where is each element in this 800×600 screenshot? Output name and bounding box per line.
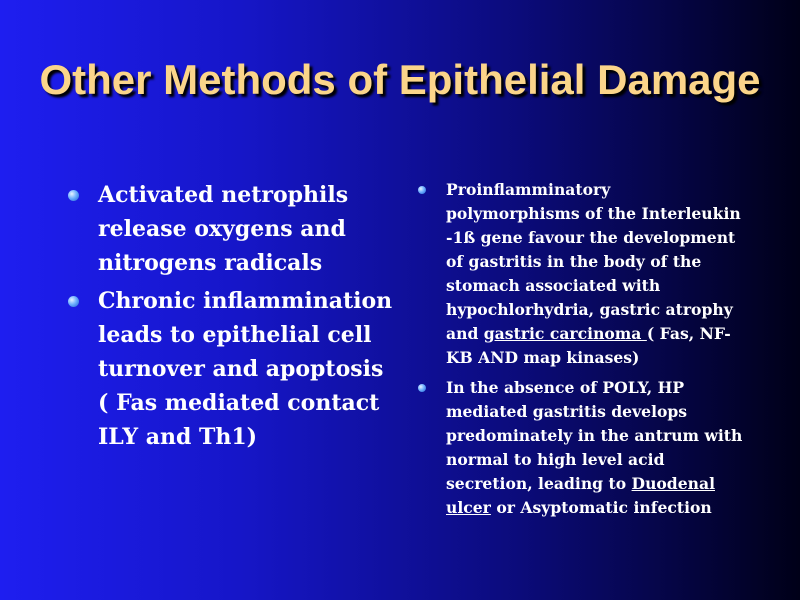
left-bullet-list — [68, 178, 398, 454]
bullet-icon — [418, 186, 426, 194]
left-bullet-item — [68, 178, 398, 280]
right-bullet-list — [418, 178, 748, 520]
slide-title: Other Methods of Epithelial Damage — [39, 56, 761, 103]
bullet-icon — [68, 190, 79, 201]
bullet-icon — [418, 384, 426, 392]
right-column — [418, 178, 748, 526]
bullet-icon — [68, 296, 79, 307]
right-bullet-text: or Asyptomatic infection — [490, 498, 712, 517]
left-bullet-item — [68, 284, 398, 454]
right-bullet-text: Proinflamminatory polymorphisms of the Interleukin -1ß gene favour the development of gastritis in the body of the stomach associated with hypochlorhydria, gastric atrophy and — [446, 180, 741, 343]
right-bullet-item — [418, 178, 748, 370]
right-bullet-item — [418, 376, 748, 520]
left-column — [68, 178, 398, 458]
gastric-carcinoma-link[interactable]: gastric carcinoma — [483, 324, 647, 343]
right-bullet-text: ( Fas, NF-KB AND map kinases) — [446, 324, 731, 367]
right-bullet-text: In the absence of POLY, HP mediated gastritis develops predominately in the antrum with normal to high level acid secretion, leading to — [446, 378, 743, 493]
left-bullet-text: Chronic inflammination leads to epithelial cell turnover and apoptosis ( Fas mediated contact ILY and Th1) — [98, 288, 393, 450]
left-bullet-text: Activated netrophils release oxygens and nitrogens radicals — [98, 182, 349, 276]
duodenal-ulcer-link[interactable]: Duodenal ulcer — [446, 474, 715, 517]
